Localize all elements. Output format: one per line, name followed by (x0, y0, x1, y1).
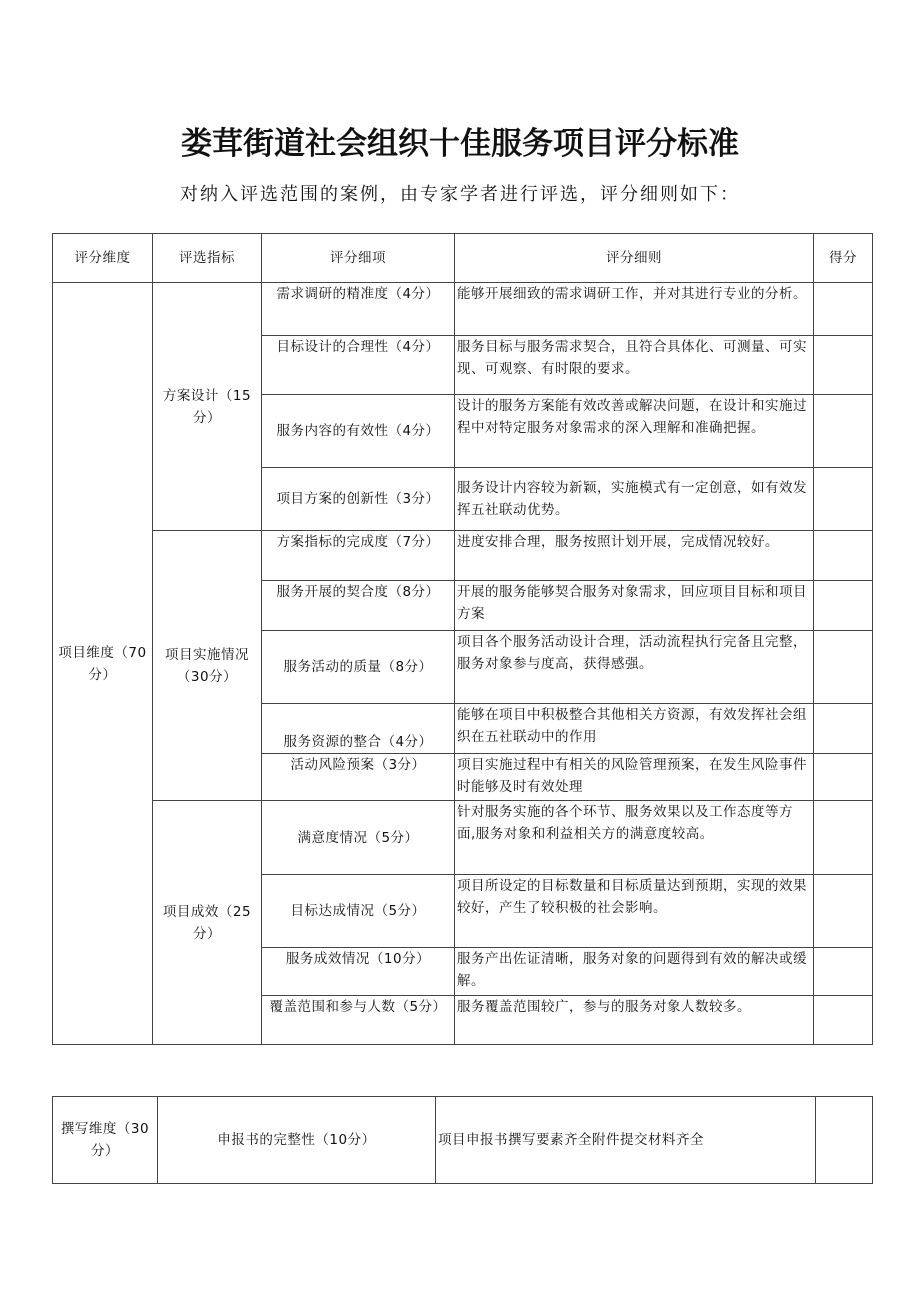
score-cell[interactable] (814, 531, 873, 581)
rule-cell: 针对服务实施的各个环节、服务效果以及工作态度等方面,服务对象和利益相关方的满意度较高。 (455, 801, 814, 875)
score-cell[interactable] (814, 754, 873, 801)
score-cell[interactable] (814, 336, 873, 395)
score-cell[interactable] (814, 996, 873, 1045)
writing-dimension-cell: 撰写维度（30分） (53, 1097, 158, 1184)
item-cell: 覆盖范围和参与人数（5分） (262, 996, 455, 1045)
item-cell: 目标达成情况（5分） (262, 875, 455, 948)
page-title: 娄茸街道社会组织十佳服务项目评分标准 (181, 126, 739, 162)
indicator-cell: 项目成效（25分） (153, 801, 262, 1045)
table-row (53, 283, 873, 336)
writing-rule-cell: 项目申报书撰写要素齐全附件提交材料齐全 (436, 1097, 816, 1184)
header-dimension: 评分维度 (53, 234, 153, 283)
score-cell[interactable] (814, 875, 873, 948)
item-cell: 服务内容的有效性（4分） (262, 395, 455, 468)
rule-cell: 项目各个服务活动设计合理，活动流程执行完备且完整，服务对象参与度高，获得感强。 (455, 631, 814, 704)
score-cell[interactable] (814, 468, 873, 531)
item-cell: 活动风险预案（3分） (262, 754, 455, 801)
item-cell: 服务活动的质量（8分） (262, 631, 455, 704)
rule-cell: 能够在项目中积极整合其他相关方资源，有效发挥社会组织在五社联动中的作用 (455, 704, 814, 754)
rule-cell: 服务覆盖范围较广，参与的服务对象人数较多。 (455, 996, 814, 1045)
rule-cell: 服务产出佐证清晰，服务对象的问题得到有效的解决或缓解。 (455, 948, 814, 996)
item-cell: 服务资源的整合（4分） (262, 704, 455, 754)
item-cell: 目标设计的合理性（4分） (262, 336, 455, 395)
score-cell[interactable] (814, 631, 873, 704)
indicator-cell: 项目实施情况（30分） (153, 531, 262, 801)
table-row (53, 1097, 873, 1184)
header-rule: 评分细则 (455, 234, 814, 283)
header-indicator: 评选指标 (153, 234, 262, 283)
score-cell[interactable] (814, 581, 873, 631)
header-item: 评分细项 (262, 234, 455, 283)
rule-cell: 能够开展细致的需求调研工作，并对其进行专业的分析。 (455, 283, 814, 336)
item-cell: 满意度情况（5分） (262, 801, 455, 875)
page-subtitle: 对纳入评选范围的案例，由专家学者进行评选，评分细则如下： (180, 184, 740, 205)
dimension-cell: 项目维度（70分） (53, 283, 153, 1045)
score-cell[interactable] (814, 948, 873, 996)
indicator-cell: 方案设计（15分） (153, 283, 262, 531)
item-cell: 服务成效情况（10分） (262, 948, 455, 996)
score-cell[interactable] (814, 801, 873, 875)
writing-item-cell: 申报书的完整性（10分） (158, 1097, 436, 1184)
writing-table (52, 1096, 873, 1184)
score-cell[interactable] (814, 704, 873, 754)
scoring-table (52, 233, 873, 1045)
header-score: 得分 (814, 234, 873, 283)
rule-cell: 设计的服务方案能有效改善或解决问题，在设计和实施过程中对特定服务对象需求的深入理解和准确把握。 (455, 395, 814, 468)
rule-cell: 服务设计内容较为新颖，实施模式有一定创意，如有效发挥五社联动优势。 (455, 468, 814, 531)
score-cell[interactable] (816, 1097, 873, 1184)
rule-cell: 开展的服务能够契合服务对象需求，回应项目目标和项目方案 (455, 581, 814, 631)
table-row (53, 801, 873, 875)
rule-cell: 服务目标与服务需求契合，且符合具体化、可测量、可实现、可观察、有时限的要求。 (455, 336, 814, 395)
item-cell: 需求调研的精准度（4分） (262, 283, 455, 336)
table-row (53, 531, 873, 581)
rule-cell: 项目实施过程中有相关的风险管理预案，在发生风险事件时能够及时有效处理 (455, 754, 814, 801)
score-cell[interactable] (814, 395, 873, 468)
item-cell: 项目方案的创新性（3分） (262, 468, 455, 531)
item-cell: 服务开展的契合度（8分） (262, 581, 455, 631)
item-cell: 方案指标的完成度（7分） (262, 531, 455, 581)
table-header-row (53, 234, 873, 283)
rule-cell: 项目所设定的目标数量和目标质量达到预期，实现的效果较好，产生了较积极的社会影响。 (455, 875, 814, 948)
rule-cell: 进度安排合理，服务按照计划开展，完成情况较好。 (455, 531, 814, 581)
score-cell[interactable] (814, 283, 873, 336)
